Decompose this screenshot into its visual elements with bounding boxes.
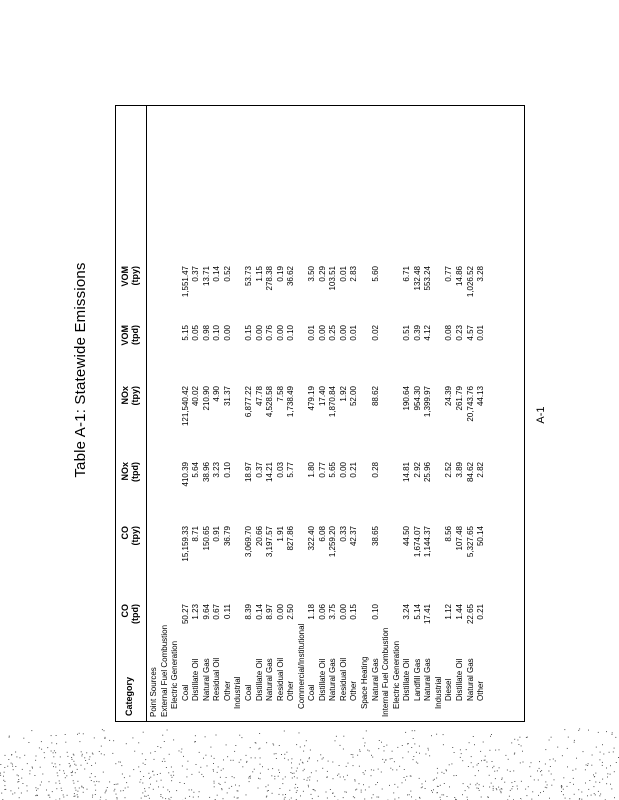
row-value-4: 4.90	[212, 386, 222, 402]
row-value-2: 8.71	[191, 526, 201, 542]
row-value-6: 103.51	[328, 266, 338, 291]
row-category: Distillate Oil	[317, 658, 327, 701]
row-value-2: 3,197.57	[265, 526, 275, 558]
row-category: Residual Oil	[338, 657, 348, 701]
row-value-3: 14.81	[402, 462, 412, 483]
row-value-6: 132.48	[412, 266, 422, 291]
row-category: Other	[476, 680, 486, 701]
row-value-5: 0.51	[402, 325, 412, 341]
row-value-3: 2.92	[412, 462, 422, 478]
row-value-5: 0.00	[317, 325, 327, 341]
row-value-2: 322.40	[307, 526, 317, 551]
table-row	[466, 106, 476, 721]
row-value-1: 17.41	[423, 604, 433, 625]
row-value-6: 3.28	[476, 266, 486, 282]
row-value-4: 24.39	[444, 386, 454, 407]
row-category: Distillate Oil	[191, 658, 201, 701]
column-header-unit: (tpd)	[130, 325, 140, 345]
table-row	[402, 106, 412, 721]
column-header-3	[120, 462, 140, 502]
row-value-2: 1,259.20	[328, 526, 338, 558]
row-value-2: 38.65	[370, 526, 380, 547]
column-header-top: CO	[120, 526, 130, 540]
row-category: Industrial	[433, 676, 443, 709]
row-category: Other	[286, 680, 296, 701]
row-value-5: 0.10	[212, 325, 222, 341]
row-value-4: 210.90	[201, 386, 211, 411]
row-value-4: 7.58	[275, 386, 285, 402]
row-value-4: 6,877.22	[243, 386, 253, 418]
row-value-2: 1,144.37	[423, 526, 433, 558]
row-value-6: 0.19	[275, 266, 285, 282]
row-category: Electric Generation	[170, 640, 180, 709]
row-value-6: 36.62	[286, 266, 296, 287]
row-value-2: 107.48	[454, 526, 464, 551]
row-value-4: 1,870.84	[328, 386, 338, 418]
row-category: Coal	[180, 684, 190, 701]
row-value-1: 1.18	[307, 604, 317, 620]
row-value-6: 53.73	[243, 266, 253, 287]
row-category: Electric Generation	[391, 640, 401, 709]
row-value-3: 2.82	[476, 462, 486, 478]
row-value-1: 1.23	[191, 604, 201, 620]
row-value-5: 0.01	[476, 325, 486, 341]
row-value-4: 261.79	[454, 386, 464, 411]
table-row	[307, 106, 317, 721]
row-value-6: 278.38	[265, 266, 275, 291]
row-value-6: 0.29	[317, 266, 327, 282]
row-value-2: 42.37	[349, 526, 359, 547]
row-value-1: 22.65	[465, 604, 475, 625]
row-category: Internal Fuel Combustion	[381, 627, 391, 717]
column-header-top: VOM	[120, 325, 130, 346]
table-row	[160, 106, 170, 721]
row-value-3: 0.28	[370, 462, 380, 478]
table-row	[244, 106, 254, 721]
table-row	[434, 106, 444, 721]
row-value-6: 1,026.52	[465, 266, 475, 298]
column-header-unit: (tpy)	[130, 266, 140, 286]
column-header-unit: (tpy)	[130, 386, 140, 406]
table-row	[181, 106, 191, 721]
row-category: Point Sources	[149, 667, 158, 717]
row-value-6: 5.60	[370, 266, 380, 282]
row-value-3: 84.62	[465, 462, 475, 483]
row-value-1: 5.14	[412, 604, 422, 620]
table-row	[328, 106, 338, 721]
emissions-table	[115, 105, 525, 722]
row-category: Coal	[307, 684, 317, 701]
row-value-1: 0.00	[275, 604, 285, 620]
row-value-1: 8.97	[265, 604, 275, 620]
row-value-4: 88.62	[370, 386, 380, 407]
row-value-5: 0.15	[243, 325, 253, 341]
row-value-5: 0.10	[286, 325, 296, 341]
row-category: Natural Gas	[370, 658, 380, 701]
table-row	[202, 106, 212, 721]
row-category: Natural Gas	[201, 658, 211, 701]
row-value-4: 1.92	[338, 386, 348, 402]
row-value-3: 2.52	[444, 462, 454, 478]
row-value-1: 0.67	[212, 604, 222, 620]
row-value-6: 0.14	[212, 266, 222, 282]
row-value-4: 121,540.42	[180, 386, 190, 427]
row-value-3: 0.21	[349, 462, 359, 478]
row-value-4: 52.00	[349, 386, 359, 407]
column-header-unit: (tpd)	[130, 604, 140, 624]
row-value-5: 0.00	[275, 325, 285, 341]
row-value-1: 3.75	[328, 604, 338, 620]
row-value-2: 1,674.07	[412, 526, 422, 558]
table-header	[116, 106, 147, 721]
row-value-4: 31.37	[222, 386, 232, 407]
row-category: Industrial	[233, 676, 243, 709]
row-value-5: 0.01	[307, 325, 317, 341]
row-value-6: 13.71	[201, 266, 211, 287]
row-category: Natural Gas	[465, 658, 475, 701]
row-category: Space Heating	[360, 656, 369, 709]
row-value-3: 5.65	[328, 462, 338, 478]
row-value-2: 15,159.33	[180, 526, 190, 562]
row-value-2: 6.08	[317, 526, 327, 542]
row-value-3: 0.10	[222, 462, 232, 478]
row-value-5: 0.01	[349, 325, 359, 341]
table-row	[276, 106, 286, 721]
table-row	[455, 106, 465, 721]
table-row	[297, 106, 307, 721]
row-value-2: 3,069.70	[243, 526, 253, 558]
row-value-2: 36.79	[222, 526, 232, 547]
row-value-6: 2.83	[349, 266, 359, 282]
row-value-4: 4,528.58	[265, 386, 275, 418]
page-number: A-1	[535, 406, 547, 424]
row-value-2: 8.56	[444, 526, 454, 542]
row-category: Diesel	[444, 678, 454, 701]
row-value-3: 3.23	[212, 462, 222, 478]
row-value-3: 18.97	[243, 462, 253, 483]
row-value-4: 954.30	[412, 386, 422, 411]
table-row	[255, 106, 265, 721]
table-row	[381, 106, 391, 721]
row-value-1: 0.06	[317, 604, 327, 620]
row-value-5: 0.00	[254, 325, 264, 341]
row-category: Distillate Oil	[402, 658, 412, 701]
column-header-5	[120, 325, 140, 365]
row-value-1: 0.00	[338, 604, 348, 620]
column-header-6	[120, 266, 140, 306]
row-value-4: 17.40	[317, 386, 327, 407]
row-value-6: 553.24	[423, 266, 433, 291]
table-row	[223, 106, 233, 721]
row-value-3: 5.64	[191, 462, 201, 478]
row-value-2: 0.91	[212, 526, 222, 542]
row-category: Landfill Gas	[412, 658, 422, 701]
row-value-6: 0.77	[444, 266, 454, 282]
row-value-6: 14.86	[454, 266, 464, 287]
row-value-1: 3.24	[402, 604, 412, 620]
row-value-3: 0.77	[317, 462, 327, 478]
table-row	[360, 106, 370, 721]
row-value-5: 0.02	[370, 325, 380, 341]
row-value-2: 150.65	[201, 526, 211, 551]
table-row	[318, 106, 328, 721]
row-value-6: 0.01	[338, 266, 348, 282]
row-value-1: 0.21	[476, 604, 486, 620]
table-row	[423, 106, 433, 721]
column-header-unit: (tpd)	[130, 462, 140, 482]
column-header-0	[124, 677, 134, 716]
column-header-2	[120, 526, 140, 566]
row-value-2: 50.14	[476, 526, 486, 547]
table-row	[212, 106, 222, 721]
row-value-1: 0.14	[254, 604, 264, 620]
table-row	[444, 106, 454, 721]
table-row	[170, 106, 180, 721]
table-row	[149, 106, 159, 721]
row-value-3: 3.89	[454, 462, 464, 478]
row-value-3: 1.80	[307, 462, 317, 478]
table-row	[191, 106, 201, 721]
row-value-5: 0.98	[201, 325, 211, 341]
column-header-4	[120, 386, 140, 426]
row-value-4: 47.78	[254, 386, 264, 407]
row-value-1: 2.50	[286, 604, 296, 620]
table-title: Table A-1: Statewide Emissions	[72, 262, 89, 478]
table-row	[392, 106, 402, 721]
row-value-5: 4.12	[423, 325, 433, 341]
row-category: Natural Gas	[423, 658, 433, 701]
row-value-5: 0.05	[191, 325, 201, 341]
table-row	[265, 106, 275, 721]
row-category: Other	[222, 680, 232, 701]
row-value-1: 1.44	[454, 604, 464, 620]
row-category: Distillate Oil	[454, 658, 464, 701]
row-value-2: 44.50	[402, 526, 412, 547]
table-row	[349, 106, 359, 721]
row-value-4: 190.64	[402, 386, 412, 411]
row-value-3: 25.96	[423, 462, 433, 483]
row-value-5: 0.00	[222, 325, 232, 341]
row-value-5: 0.39	[412, 325, 422, 341]
row-value-2: 1.91	[275, 526, 285, 542]
row-value-2: 0.33	[338, 526, 348, 542]
row-category: Distillate Oil	[254, 658, 264, 701]
row-value-6: 1,551.47	[180, 266, 190, 298]
row-value-4: 20,743.76	[465, 386, 475, 422]
row-value-1: 0.10	[370, 604, 380, 620]
column-header-unit: (tpy)	[130, 526, 140, 546]
row-value-4: 1,399.97	[423, 386, 433, 418]
row-value-4: 40.02	[191, 386, 201, 407]
row-value-5: 0.23	[454, 325, 464, 341]
row-category: Coal	[243, 684, 253, 701]
row-value-1: 1.12	[444, 604, 454, 620]
row-category: Natural Gas	[328, 658, 338, 701]
row-value-6: 3.50	[307, 266, 317, 282]
column-header-top: NOx	[120, 462, 130, 481]
row-value-3: 410.39	[180, 462, 190, 487]
row-category: External Fuel Combustion	[159, 624, 169, 717]
row-value-5: 0.08	[444, 325, 454, 341]
row-value-1: 0.11	[222, 604, 232, 619]
row-category: Residual Oil	[212, 657, 222, 701]
row-value-3: 5.77	[286, 462, 296, 478]
row-value-3: 14.21	[265, 462, 275, 483]
row-category: Other	[349, 680, 359, 701]
table-row	[371, 106, 381, 721]
row-value-4: 44.13	[476, 386, 486, 407]
table-row	[339, 106, 349, 721]
row-value-6: 0.37	[191, 266, 201, 282]
column-header-top: CO	[120, 604, 130, 618]
row-value-5: 5.15	[180, 325, 190, 341]
row-value-2: 20.66	[254, 526, 264, 547]
row-value-1: 9.64	[201, 604, 211, 620]
table-row	[413, 106, 423, 721]
row-value-3: 38.96	[201, 462, 211, 483]
row-value-1: 0.15	[349, 604, 359, 620]
row-value-5: 0.25	[328, 325, 338, 341]
column-header-top: Category	[124, 676, 134, 716]
table-row	[233, 106, 243, 721]
column-header-top: VOM	[120, 266, 130, 287]
row-value-5: 4.57	[465, 325, 475, 341]
row-value-3: 0.03	[275, 462, 285, 478]
row-value-5: 0.00	[338, 325, 348, 341]
row-value-6: 6.71	[402, 266, 412, 282]
row-value-3: 0.00	[338, 462, 348, 478]
row-category: Residual Oil	[275, 657, 285, 701]
row-value-3: 0.37	[254, 462, 264, 478]
row-category: Commercial/Institutional	[296, 623, 306, 709]
row-value-4: 1,738.49	[286, 386, 296, 418]
row-value-1: 8.39	[243, 604, 253, 620]
row-value-4: 479.19	[307, 386, 317, 411]
column-header-1	[120, 604, 140, 644]
table-row	[476, 106, 486, 721]
row-value-2: 827.86	[286, 526, 296, 551]
column-header-top: NOx	[120, 386, 130, 405]
row-value-1: 50.27	[180, 604, 190, 625]
row-category: Natural Gas	[265, 658, 275, 701]
row-value-5: 0.76	[265, 325, 275, 341]
table-row	[286, 106, 296, 721]
row-value-6: 1.15	[254, 266, 264, 282]
row-value-2: 5,327.65	[465, 526, 475, 558]
row-value-6: 0.52	[222, 266, 232, 282]
